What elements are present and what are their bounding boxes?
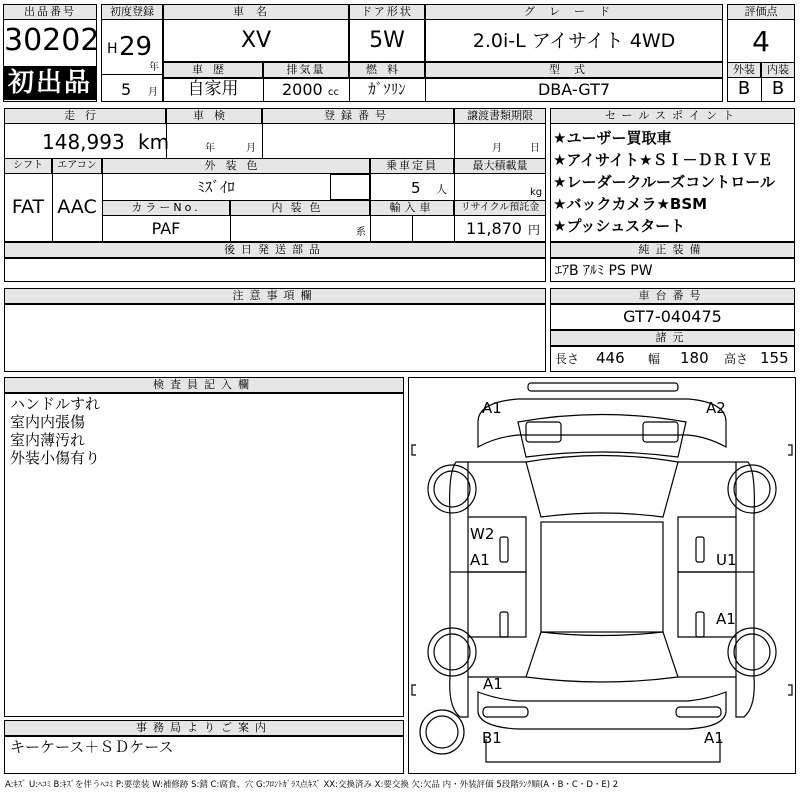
inspector-note: 室内薄汚れ bbox=[10, 431, 86, 449]
car-diagram bbox=[408, 377, 796, 774]
inspector-note: 室内内張傷 bbox=[10, 413, 86, 431]
exterior-grade: B bbox=[737, 78, 751, 99]
later-parts-label: 後日発送部品 bbox=[4, 242, 546, 258]
seats-label: 乗車定員 bbox=[370, 158, 454, 174]
mark-right-door-rear: A1 bbox=[716, 610, 736, 628]
inspector-note: ハンドルすれ bbox=[10, 395, 101, 413]
inspection-year-unit: 年 bbox=[205, 143, 215, 154]
mark-rear-left: B1 bbox=[482, 729, 502, 747]
interior-color-unit: 系 bbox=[356, 227, 366, 238]
width: 180 bbox=[680, 349, 709, 367]
model: DBA-GT7 bbox=[537, 80, 611, 99]
exterior-label: 外装 bbox=[727, 62, 761, 78]
mark-front-left: A1 bbox=[482, 399, 502, 417]
mileage-unit: km bbox=[138, 130, 170, 154]
model-label: 型式 bbox=[425, 62, 723, 78]
sales-point: ★ユーザー買取車 bbox=[553, 129, 672, 147]
transfer-deadline-label: 譲渡書類期限 bbox=[454, 108, 546, 124]
inspector-label: 検査員記入欄 bbox=[4, 377, 404, 393]
inspector-note: 外装小傷有り bbox=[10, 449, 101, 467]
seats-unit: 人 bbox=[436, 183, 447, 196]
exterior-color-label: 外装色 bbox=[102, 158, 370, 174]
width-label: 幅 bbox=[648, 352, 661, 366]
legend: A:ｷｽﾞ U:ﾍｺﾐ B:ｷｽﾞを伴うﾍｺﾐ P:要塗装 W:補修跡 S:錆 C:腐食、穴 G:ﾌﾛﾝﾄｶﾞﾗｽ点ｷｽﾞ XX:交換済み X:要交換 欠:欠品 内・外装評価 5段階ﾗﾝｸ順(A・B・C・D・E) 2 bbox=[5, 780, 619, 790]
recycle-unit: 円 bbox=[528, 223, 541, 237]
history: 自家用 bbox=[187, 79, 239, 99]
door-type: 5W bbox=[369, 28, 405, 53]
office-label: 事務局よりご案内 bbox=[4, 720, 404, 736]
door-label: ドア形状 bbox=[349, 4, 425, 20]
mark-front-right: A2 bbox=[706, 399, 726, 417]
sales-point: ★レーダークルーズコントロール bbox=[553, 173, 775, 191]
lot-number: 30202 bbox=[4, 23, 100, 58]
registration-number-label: 登録番号 bbox=[262, 108, 454, 124]
displacement-label: 排気量 bbox=[263, 62, 349, 78]
sales-points-label: セールスポイント bbox=[550, 108, 795, 124]
transfer-day-unit: 日 bbox=[530, 143, 540, 154]
grade-label: グレード bbox=[425, 4, 723, 20]
max-load-label: 最大積載量 bbox=[454, 158, 546, 174]
chassis-number: GT7-040475 bbox=[623, 307, 722, 326]
car-name: XV bbox=[240, 28, 272, 53]
lot-number-label: 出品番号 bbox=[3, 4, 97, 20]
era: H bbox=[107, 41, 118, 57]
specs-table bbox=[4, 108, 546, 242]
equipment: ｴｱB ｱﾙﾐ PS PW bbox=[555, 263, 653, 279]
color-number: PAF bbox=[151, 219, 181, 238]
car-name-label: 車名 bbox=[163, 4, 349, 20]
mark-left-door-upper: W2 bbox=[470, 525, 495, 543]
dimensions-label: 諸元 bbox=[550, 330, 795, 346]
grade: 2.0i-L アイサイト 4WD bbox=[472, 30, 676, 52]
aircon: AAC bbox=[57, 196, 97, 218]
fuel-label: 燃料 bbox=[349, 62, 425, 78]
registration-month: 5 bbox=[121, 80, 132, 99]
mark-right-door-front: U1 bbox=[716, 551, 737, 569]
notes-label: 注意事項欄 bbox=[4, 288, 546, 304]
dimensions-box bbox=[550, 346, 795, 372]
inspection-month-unit: 月 bbox=[246, 143, 256, 154]
mileage-label: 走行 bbox=[4, 108, 166, 124]
mark-rear-right: A1 bbox=[704, 729, 724, 747]
import-label: 輸入車 bbox=[370, 200, 454, 216]
history-label: 車歴 bbox=[163, 62, 263, 78]
equipment-label: 純正装備 bbox=[550, 242, 795, 258]
office-note: キーケース＋ＳＤケース bbox=[10, 738, 174, 756]
score: 4 bbox=[752, 25, 770, 58]
sales-point: ★アイサイト★ＳＩ－ＤＲＩＶＥ bbox=[553, 151, 773, 169]
mileage: 148,993 bbox=[42, 130, 125, 154]
height: 155 bbox=[760, 349, 789, 367]
month-unit: 月 bbox=[148, 87, 158, 98]
notes-box bbox=[4, 304, 546, 372]
shift: FAT bbox=[11, 196, 45, 218]
shift-label: シフト bbox=[4, 158, 52, 174]
transfer-month-unit: 月 bbox=[492, 143, 502, 154]
mark-left-door: A1 bbox=[470, 551, 490, 569]
first-registration-label: 初度登録 bbox=[101, 4, 163, 20]
year-unit: 年 bbox=[149, 62, 159, 73]
sales-point: ★プッシュスタート bbox=[553, 217, 686, 235]
sales-point: ★バックカメラ★BSM bbox=[553, 195, 708, 213]
interior-color-label: 内装色 bbox=[230, 200, 370, 216]
interior-label: 内装 bbox=[761, 62, 795, 78]
aircon-label: エアコン bbox=[52, 158, 102, 174]
first-listing-badge: 初出品 bbox=[4, 66, 96, 100]
fuel: ｶﾞｿﾘﾝ bbox=[368, 80, 406, 98]
seats: 5 bbox=[411, 179, 421, 197]
displacement: 2000 bbox=[282, 80, 323, 99]
recycle-fee: 11,870 bbox=[466, 219, 522, 238]
later-parts-box bbox=[4, 258, 546, 282]
chassis-label: 車台番号 bbox=[550, 288, 795, 304]
mark-left-rear: A1 bbox=[483, 675, 503, 693]
registration-year: 29 bbox=[119, 32, 153, 62]
interior-grade: B bbox=[771, 78, 785, 99]
inspection-label: 車検 bbox=[166, 108, 262, 124]
exterior-color: ﾐｽﾞｲﾛ bbox=[197, 178, 235, 196]
displacement-unit: cc bbox=[328, 87, 339, 98]
color-number-label: カラーNo. bbox=[102, 200, 230, 216]
score-label: 評価点 bbox=[727, 4, 795, 20]
height-label: 高さ bbox=[724, 352, 749, 366]
max-load-unit: kg bbox=[530, 187, 543, 198]
recycle-label: リサイクル預託金 bbox=[454, 200, 546, 216]
length-label: 長さ bbox=[555, 352, 580, 366]
length: 446 bbox=[596, 349, 625, 367]
